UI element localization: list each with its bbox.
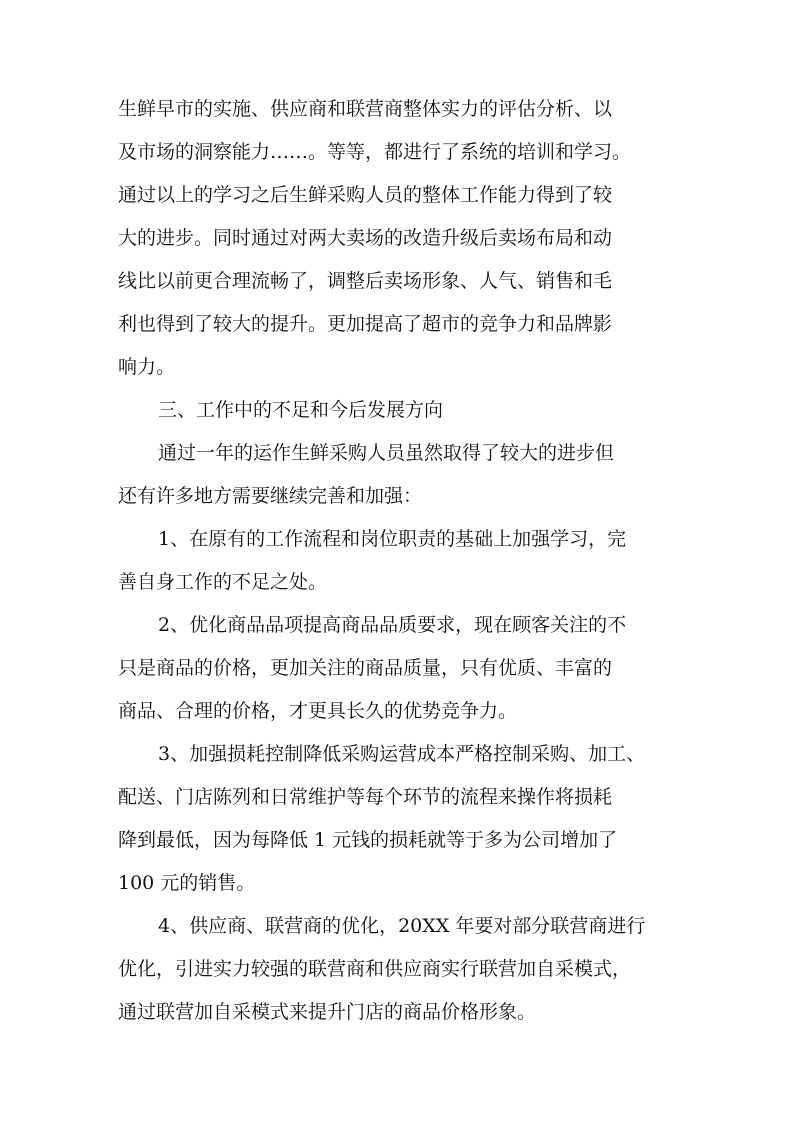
text-line: 优化，引进实力较强的联营商和供应商实行联营加自采模式， xyxy=(118,958,632,980)
text-line: 商品、合理的价格，才更具长久的优势竞争力。 xyxy=(118,700,518,722)
text-line: 大的进步。同时通过对两大卖场的改造升级后卖场布局和动 xyxy=(118,227,613,249)
text-line: 还有许多地方需要继续完善和加强： xyxy=(118,485,423,507)
list-item: 4、供应商、联营商的优化，20XX 年要对部分联营商进行 xyxy=(158,915,646,937)
text-line: 配送、门店陈列和日常维护等每个环节的流程来操作将损耗 xyxy=(118,786,613,808)
text-line: 线比以前更合理流畅了，调整后卖场形象、人气、销售和毛 xyxy=(118,270,613,292)
text-line: 生鲜早市的实施、供应商和联营商整体实力的评估分析、以 xyxy=(118,98,613,120)
text-line: 利也得到了较大的提升。更加提高了超市的竞争力和品牌影 xyxy=(118,313,613,335)
document-body xyxy=(118,88,678,1034)
text-line: 善自身工作的不足之处。 xyxy=(118,571,328,593)
list-item: 1、在原有的工作流程和岗位职责的基础上加强学习，完 xyxy=(158,528,627,550)
text-line: 100 元的销售。 xyxy=(118,872,256,894)
text-line: 降到最低，因为每降低 1 元钱的损耗就等于多为公司增加了 xyxy=(118,829,618,851)
text-line: 只是商品的价格，更加关注的商品质量，只有优质、丰富的 xyxy=(118,657,613,679)
text-line: 通过联营加自采模式来提升门店的商品价格形象。 xyxy=(118,1001,537,1023)
text-line: 及市场的洞察能力……。等等，都进行了系统的培训和学习。 xyxy=(118,141,632,163)
section-heading: 三、工作中的不足和今后发展方向 xyxy=(158,399,444,421)
text-line: 响力。 xyxy=(118,356,176,378)
text-line: 通过一年的运作生鲜采购人员虽然取得了较大的进步但 xyxy=(158,442,615,464)
text-line: 通过以上的学习之后生鲜采购人员的整体工作能力得到了较 xyxy=(118,184,613,206)
list-item: 2、优化商品品项提高商品品质要求，现在顾客关注的不 xyxy=(158,614,627,636)
list-item: 3、加强损耗控制降低采购运营成本严格控制采购、加工、 xyxy=(158,743,646,765)
